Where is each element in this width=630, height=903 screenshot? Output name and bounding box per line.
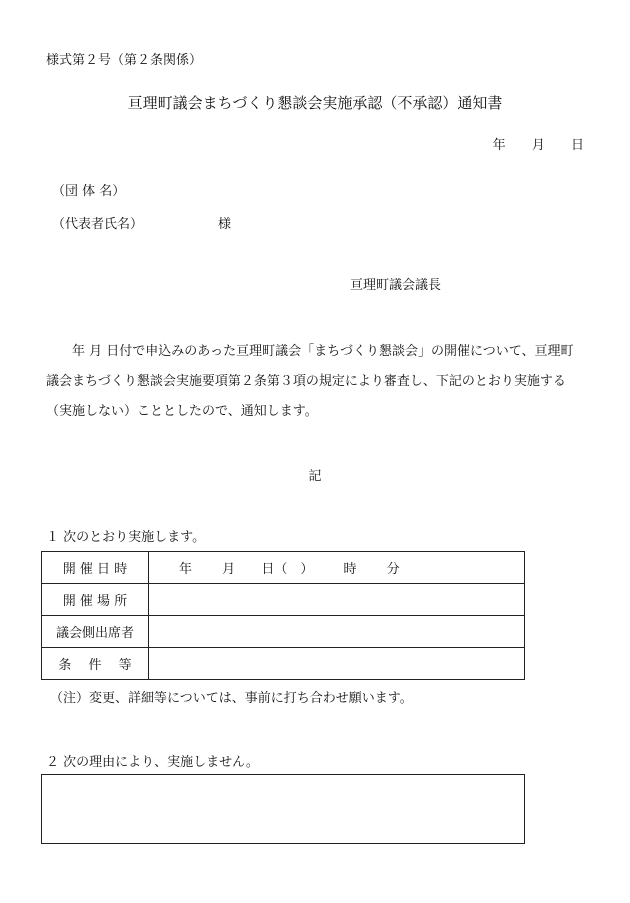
document-title: 亘理町議会まちづくり懇談会実施承認（不承認）通知書 (127, 94, 503, 112)
body-text: 年 月 日付で申込みのあった亘理町議会「まちづくり懇談会」の開催について、亘理町議会まちづくり懇談会実施要項第２条第３項の規定により審査し、下記のとおり実施する（実施しない）こととしたので、通知します。 (46, 344, 574, 419)
date-line (493, 134, 584, 153)
form-number: 様式第２号（第２条関係） (46, 53, 203, 68)
dt-hour: 時 (343, 562, 357, 577)
recipient-honorific: 様 (218, 217, 232, 232)
table-row (42, 584, 525, 616)
section1-note: （注）変更、詳細等については、事前に打ち合わせ願います。 (50, 691, 413, 706)
dt-minute: 分 (386, 562, 400, 577)
row-label-conditions: 条 件 等 (42, 648, 149, 680)
row-label-datetime: 開 催 日 時 (42, 552, 149, 584)
date-day: 日 (570, 138, 584, 153)
row-label-attendees: 議会側出席者 (42, 616, 149, 648)
venue-field[interactable] (149, 584, 525, 616)
table-row (42, 648, 525, 680)
table-row (42, 552, 525, 584)
attendees-field[interactable] (149, 616, 525, 648)
reason-box[interactable] (41, 774, 525, 844)
details-table (41, 551, 525, 680)
datetime-field[interactable] (149, 552, 525, 584)
recipient-organization: （団 体 名） (52, 184, 126, 199)
sender-chair: 亘理町議会議長 (350, 278, 442, 293)
conditions-field[interactable] (149, 648, 525, 680)
date-year: 年 (492, 138, 506, 153)
section2-heading: ２ 次の理由により、実施しません。 (46, 755, 259, 770)
recipient-representative: （代表者氏名） (52, 217, 144, 232)
dt-year: 年 (179, 562, 193, 577)
table-row (42, 616, 525, 648)
ki-marker: 記 (308, 469, 322, 484)
dt-day: 日（ ） (261, 562, 314, 577)
section1-heading: １ 次のとおり実施します。 (46, 530, 206, 545)
date-month: 月 (531, 138, 545, 153)
dt-month: 月 (222, 562, 236, 577)
row-label-venue: 開 催 場 所 (42, 584, 149, 616)
